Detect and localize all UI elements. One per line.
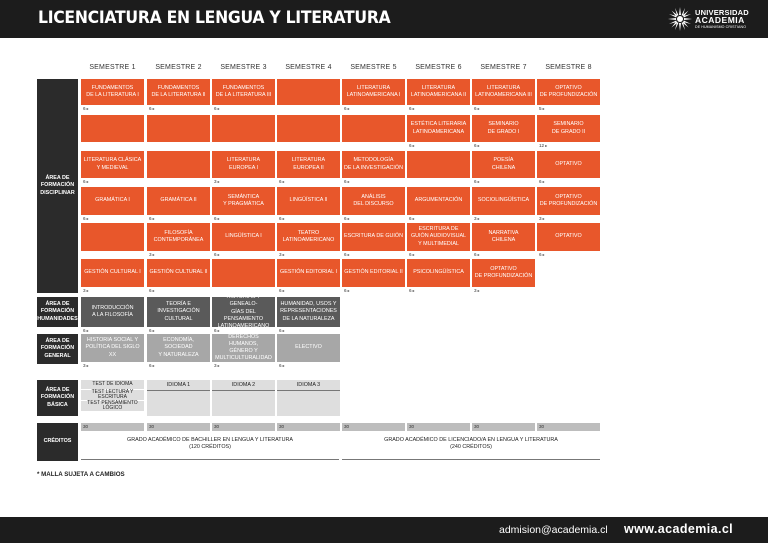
- logo-line-1: UNIVERSIDAD: [695, 8, 749, 17]
- semester-header: SEMESTRE 1: [89, 64, 136, 71]
- degree-bachiller: GRADO ACADÉMICO DE BACHILLER EN LENGUA Y LITERATURA (120 CRÉDITOS): [127, 437, 293, 451]
- empty-course-cell: [81, 115, 144, 142]
- course-cell[interactable]: GESTIÓN CULTURAL II: [147, 259, 210, 287]
- semester-credit-total: 30: [537, 423, 600, 431]
- university-logo[interactable]: [668, 6, 760, 32]
- course-cell[interactable]: DERECHOS HUMANOS, GÉNERO Y MULTICULTURALIDAD: [212, 334, 275, 362]
- course-cell[interactable]: HISTORIAS Y GENEALO- GÍAS DEL PENSAMIENTO LATINOAMERICANO: [212, 297, 275, 327]
- area-humanidades: ÁREA DE FORMACIÓN HUMANIDADES: [37, 297, 78, 327]
- semester-credit-total: 30: [212, 423, 275, 431]
- credit-value: 6 ▸: [344, 252, 350, 258]
- credit-value: 6 ▸: [409, 143, 415, 149]
- course-cell[interactable]: OPTATIVO: [537, 223, 600, 251]
- course-cell[interactable]: ARGUMENTACIÓN: [407, 187, 470, 215]
- credit-value: 6 ▸: [149, 363, 155, 369]
- course-cell[interactable]: INTRODUCCIÓN A LA FILOSOFÍA: [81, 297, 144, 327]
- semester-header: SEMESTRE 6: [415, 64, 462, 71]
- credit-value: 6 ▸: [214, 328, 220, 334]
- credit-value: 6 ▸: [279, 216, 285, 222]
- course-cell[interactable]: IDIOMA 1: [147, 380, 210, 416]
- credit-value: 3 ▸: [279, 252, 285, 258]
- semester-credit-total: 30: [342, 423, 405, 431]
- course-cell[interactable]: GESTIÓN EDITORIAL I: [277, 259, 340, 287]
- course-cell[interactable]: GESTIÓN CULTURAL I: [81, 259, 144, 287]
- credit-value: 6 ▸: [214, 252, 220, 258]
- course-cell[interactable]: TEATRO LATINOAMERICANO: [277, 223, 340, 251]
- semester-header: SEMESTRE 7: [480, 64, 527, 71]
- header-bar: [0, 0, 768, 38]
- footer-bar: [0, 517, 768, 543]
- credit-value: 3 ▸: [83, 363, 89, 369]
- course-cell[interactable]: OPTATIVO DE PROFUNDIZACIÓN: [472, 259, 535, 287]
- course-cell[interactable]: SEMÁNTICA Y PRAGMÁTICA: [212, 187, 275, 215]
- course-cell[interactable]: HISTORIA SOCIAL Y POLÍTICA DEL SIGLO XX: [81, 334, 144, 362]
- empty-course-cell: [81, 223, 144, 251]
- credit-value: 6 ▸: [279, 288, 285, 294]
- credit-value: 6 ▸: [539, 179, 545, 185]
- credit-value: 5 ▸: [539, 106, 545, 112]
- page-title: LICENCIATURA EN LENGUA Y LITERATURA: [38, 8, 391, 28]
- credit-value: 6 ▸: [409, 252, 415, 258]
- credit-value: 6 ▸: [149, 216, 155, 222]
- semester-credit-total: 30: [407, 423, 470, 431]
- course-cell[interactable]: FILOSOFÍA CONTEMPORÁNEA: [147, 223, 210, 251]
- empty-course-cell: [212, 259, 275, 287]
- course-cell[interactable]: ESCRITURA DE GUIÓN: [342, 223, 405, 251]
- area-general: ÁREA DE FORMACIÓN GENERAL: [37, 334, 78, 364]
- empty-course-cell: [212, 115, 275, 142]
- contact-email[interactable]: admision@academia.cl: [499, 524, 608, 536]
- course-cell[interactable]: FUNDAMENTOS DE LA LITERATURA II: [147, 79, 210, 105]
- website-link[interactable]: www.academia.cl: [624, 522, 734, 536]
- course-cell[interactable]: LITERATURA EUROPEA II: [277, 151, 340, 178]
- semester-header: SEMESTRE 4: [285, 64, 332, 71]
- credit-value: 6 ▸: [149, 288, 155, 294]
- course-cell[interactable]: LITERATURA LATINOAMERICANA II: [407, 79, 470, 105]
- course-cell[interactable]: ECONOMÍA, SOCIEDAD Y NATURALEZA: [147, 334, 210, 362]
- semester-header: SEMESTRE 8: [545, 64, 592, 71]
- logo-line-2: ACADEMIA: [695, 15, 745, 25]
- area-creditos: CRÉDITOS: [37, 423, 78, 461]
- course-cell[interactable]: LITERATURA EUROPEA I: [212, 151, 275, 178]
- course-cell[interactable]: ESCRITURA DE GUIÓN AUDIOVISUAL Y MULTIMEDIAL: [407, 223, 470, 251]
- credit-value: 6 ▸: [214, 216, 220, 222]
- semester-header: SEMESTRE 3: [220, 64, 267, 71]
- course-cell[interactable]: GESTIÓN EDITORIAL II: [342, 259, 405, 287]
- credit-value: 6 ▸: [539, 252, 545, 258]
- credit-value: 3 ▸: [214, 179, 220, 185]
- empty-course-cell: [342, 115, 405, 142]
- course-cell[interactable]: IDIOMA 2: [212, 380, 275, 416]
- semester-credit-total: 30: [147, 423, 210, 431]
- course-cell[interactable]: POESÍA CHILENA: [472, 151, 535, 178]
- credit-value: 6 ▸: [344, 216, 350, 222]
- credit-value: 3 ▸: [474, 216, 480, 222]
- course-cell[interactable]: OPTATIVO DE PROFUNDIZACIÓN: [537, 79, 600, 105]
- course-cell[interactable]: LITERATURA LATINOAMERICANA III: [472, 79, 535, 105]
- course-cell[interactable]: LITERATURA LATINOAMERICANA I: [342, 79, 405, 105]
- course-cell[interactable]: SOCIOLINGÜÍSTICA: [472, 187, 535, 215]
- course-cell[interactable]: ANÁLISIS DEL DISCURSO: [342, 187, 405, 215]
- semester-header: SEMESTRE 2: [155, 64, 202, 71]
- credit-value: 6 ▸: [83, 106, 89, 112]
- divider: [147, 390, 210, 391]
- credit-value: 3 ▸: [149, 252, 155, 258]
- credit-value: 3 ▸: [539, 216, 545, 222]
- course-cell[interactable]: TEST PENSAMIENTO LÓGICO: [81, 401, 144, 411]
- empty-course-cell: [147, 151, 210, 178]
- divider: [277, 390, 340, 391]
- area-basica: ÁREA DE FORMACIÓN BÁSICA: [37, 380, 78, 416]
- course-cell[interactable]: METODOLOGÍA DE LA INVESTIGACIÓN: [342, 151, 405, 178]
- credit-value: 6 ▸: [409, 216, 415, 222]
- credit-value: 3 ▸: [214, 363, 220, 369]
- credit-value: 12 ▸: [539, 143, 547, 149]
- credit-value: 6 ▸: [344, 106, 350, 112]
- course-cell[interactable]: LINGÜÍSTICA II: [277, 187, 340, 215]
- credit-value: 6 ▸: [83, 328, 89, 334]
- credit-value: 6 ▸: [474, 143, 480, 149]
- semester-credit-total: 30: [472, 423, 535, 431]
- course-cell[interactable]: LITERATURA CLÁSICA Y MEDIEVAL: [81, 151, 144, 178]
- credit-value: 6 ▸: [83, 179, 89, 185]
- credit-value: 6 ▸: [279, 363, 285, 369]
- footnote: * MALLA SUJETA A CAMBIOS: [37, 471, 125, 478]
- course-cell[interactable]: TEST DE IDIOMA: [81, 380, 144, 389]
- course-cell[interactable]: FUNDAMENTOS DE LA LITERATURA I: [81, 79, 144, 105]
- credit-value: 6 ▸: [474, 179, 480, 185]
- course-cell[interactable]: PSICOLINGÜÍSTICA: [407, 259, 470, 287]
- empty-course-cell: [147, 115, 210, 142]
- credit-value: 6 ▸: [279, 179, 285, 185]
- credit-value: 3 ▸: [474, 288, 480, 294]
- semester-credit-total: 30: [277, 423, 340, 431]
- degree-licenciado: GRADO ACADÉMICO DE LICENCIADO/A EN LENGUA Y LITERATURA (240 CRÉDITOS): [384, 437, 558, 451]
- course-cell[interactable]: GRAMÁTICA II: [147, 187, 210, 215]
- course-cell[interactable]: TEORÍA E INVESTIGACIÓN CULTURAL: [147, 297, 210, 327]
- course-cell[interactable]: SEMINARIO DE GRADO I: [472, 115, 535, 142]
- credit-value: 3 ▸: [83, 288, 89, 294]
- course-cell[interactable]: TEST LECTURA Y ESCRITURA: [81, 390, 144, 400]
- course-cell[interactable]: GRAMÁTICA I: [81, 187, 144, 215]
- credit-value: 6 ▸: [279, 328, 285, 334]
- course-cell[interactable]: OPTATIVO DE PROFUNDIZACIÓN: [537, 187, 600, 215]
- sunburst-logo-icon: [668, 7, 692, 31]
- credit-value: 6 ▸: [344, 288, 350, 294]
- divider: [212, 390, 275, 391]
- credit-value: 6 ▸: [409, 288, 415, 294]
- degree-underline: [342, 459, 600, 460]
- course-cell[interactable]: OPTATIVO: [537, 151, 600, 178]
- credit-value: 6 ▸: [474, 106, 480, 112]
- semester-credit-total: 30: [81, 423, 144, 431]
- course-cell[interactable]: ESTÉTICA LITERARIA LATINOAMERICANA: [407, 115, 470, 142]
- area-disciplinar: ÁREA DE FORMACIÓN DISCIPLINAR: [37, 79, 78, 293]
- logo-line-3: DE HUMANISMO CRISTIANO: [695, 25, 747, 29]
- semester-header: SEMESTRE 5: [350, 64, 397, 71]
- empty-course-cell: [407, 151, 470, 178]
- course-cell[interactable]: FUNDAMENTOS DE LA LITERATURA III: [212, 79, 275, 105]
- empty-course-cell: [277, 79, 340, 105]
- course-cell[interactable]: HUMANIDAD, USOS Y REPRESENTACIONES DE LA NATURALEZA: [277, 297, 340, 327]
- course-cell[interactable]: NARRATIVA CHILENA: [472, 223, 535, 251]
- credit-value: 6 ▸: [474, 252, 480, 258]
- course-cell[interactable]: SEMINARIO DE GRADO II: [537, 115, 600, 142]
- course-cell[interactable]: ELECTIVO: [277, 334, 340, 362]
- credit-value: 6 ▸: [409, 106, 415, 112]
- credit-value: 6 ▸: [149, 328, 155, 334]
- degree-underline: [81, 459, 339, 460]
- credit-value: 6 ▸: [149, 106, 155, 112]
- credit-value: 6 ▸: [344, 179, 350, 185]
- credit-value: 6 ▸: [214, 106, 220, 112]
- course-cell[interactable]: IDIOMA 3: [277, 380, 340, 416]
- course-cell[interactable]: LINGÜÍSTICA I: [212, 223, 275, 251]
- credit-value: 6 ▸: [83, 216, 89, 222]
- empty-course-cell: [277, 115, 340, 142]
